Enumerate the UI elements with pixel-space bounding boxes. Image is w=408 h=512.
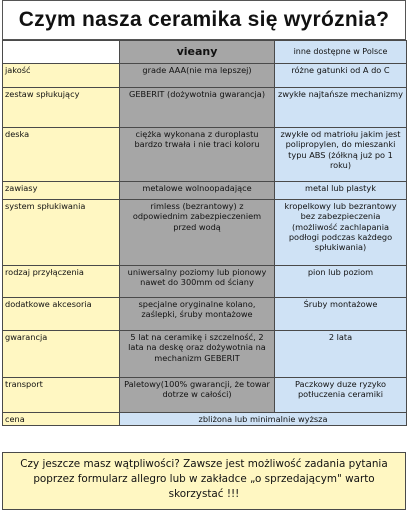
row-ours: metalowe wolnoopadające: [120, 182, 275, 200]
row-other: pion lub poziom: [275, 266, 407, 298]
row-ours: GEBERIT (dożywotnia gwarancja): [120, 88, 275, 128]
row-ours: specjalne oryginalne kolano, zaślepki, śruby montażowe: [120, 298, 275, 331]
table-row: [3, 331, 407, 378]
header-empty-cell: [3, 41, 120, 64]
row-label: zestaw spłukujący: [3, 88, 120, 128]
row-other: Śruby montażowe: [275, 298, 407, 331]
row-label: transport: [3, 378, 120, 413]
page-title: Czym nasza ceramika się wyróznia?: [2, 0, 406, 40]
row-other: 2 lata: [275, 331, 407, 378]
row-other: Paczkowy duze ryzyko potłuczenia ceramiki: [275, 378, 407, 413]
row-other: metal lub plastyk: [275, 182, 407, 200]
row-other: zwykłe od matriołu jakim jest polipropylen, do mieszanki typu ABS (żółkną już po 1 roku): [275, 128, 407, 182]
row-label: zawiasy: [3, 182, 120, 200]
table-row: [3, 128, 407, 182]
row-label: dodatkowe akcesoria: [3, 298, 120, 331]
table-row: [3, 88, 407, 128]
row-ours: uniwersalny poziomy lub pionowy nawet do 300mm od ściany: [120, 266, 275, 298]
row-label: rodzaj przyłączenia: [3, 266, 120, 298]
row-ours: rimless (bezrantowy) z odpowiednim zabezpieczeniem przed wodą: [120, 200, 275, 266]
row-ours: grade AAA(nie ma lepszej): [120, 64, 275, 88]
table-row: [3, 200, 407, 266]
table-row: [3, 298, 407, 331]
table-row: [3, 64, 407, 88]
header-ours: vieany: [120, 41, 275, 64]
row-ours: Paletowy(100% gwarancji, że towar dotrze w całości): [120, 378, 275, 413]
row-label: system spłukiwania: [3, 200, 120, 266]
table-header-row: [3, 41, 407, 64]
header-other: inne dostępne w Polsce: [275, 41, 407, 64]
comparison-table: [2, 40, 407, 426]
table-row: [3, 266, 407, 298]
row-other: różne gatunki od A do C: [275, 64, 407, 88]
price-label: cena: [3, 413, 120, 426]
row-label: gwarancja: [3, 331, 120, 378]
row-ours: ciężka wykonana z duroplastu bardzo trwała i nie traci koloru: [120, 128, 275, 182]
table-row: [3, 378, 407, 413]
row-ours: 5 lat na ceramikę i szczelność, 2 lata na deskę oraz dożywotnia na mechanizm GEBERIT: [120, 331, 275, 378]
row-other: kropelkowy lub bezrantowy bez zabezpieczenia (możliwość zachlapania podłogi podczas każdego spłukiwania): [275, 200, 407, 266]
table-row: [3, 182, 407, 200]
price-value: zbliżona lub minimalnie wyższa: [120, 413, 407, 426]
row-label: jakość: [3, 64, 120, 88]
row-other: zwykłe najtańsze mechanizmy: [275, 88, 407, 128]
row-label: deska: [3, 128, 120, 182]
footer-note: Czy jeszcze masz wątpliwości? Zawsze jest możliwość zadania pytania poprzez formularz allegro lub w zakładce „o sprzedającym" warto skorzystać !!!: [2, 452, 406, 510]
table-row-price: [3, 413, 407, 426]
